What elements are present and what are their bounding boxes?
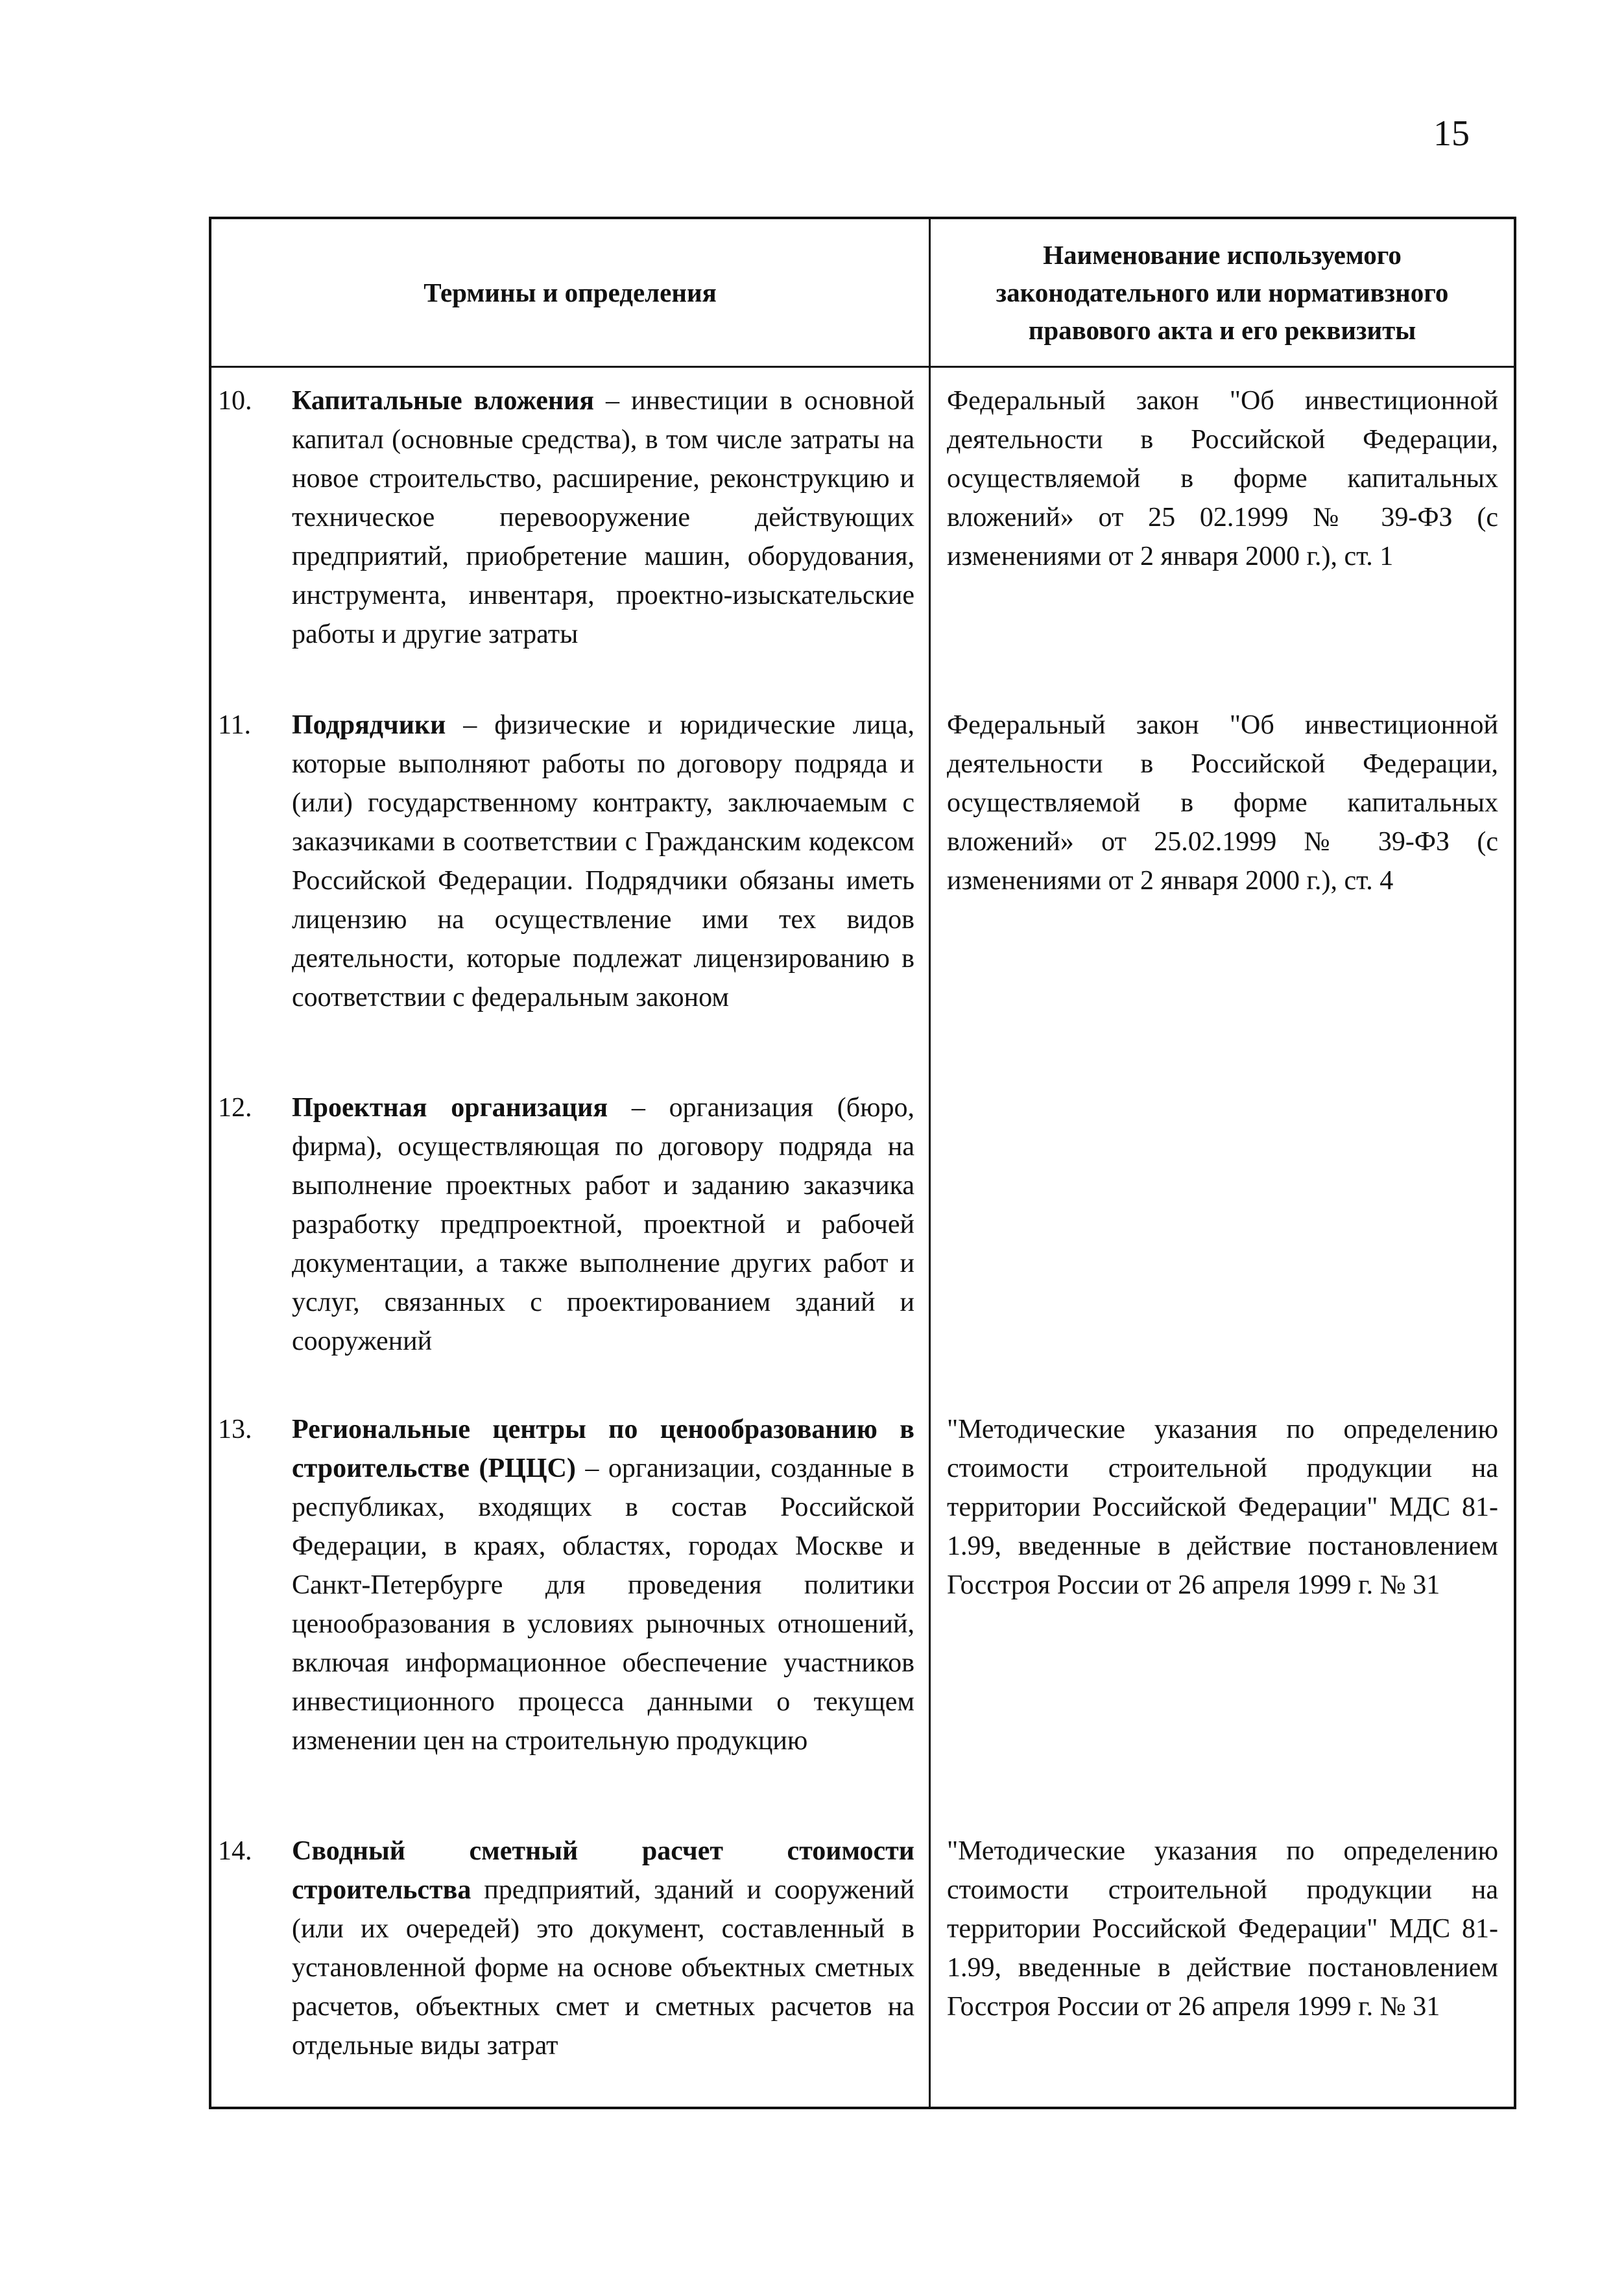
legal-act-reference: Федеральный закон "Об инвестиционной деятельности в Российской Федерации, осуществляемой в форме капитальных вложений» от 25.02.1999 № 39-ФЗ (с изменениями от 2 января 2000 г.), ст. 4 [947, 710, 1498, 896]
term-name: Региональные центры по ценообразованию в строительстве (РЦЦС) [292, 1415, 914, 1483]
row-number: 13. [218, 1415, 252, 1444]
term-definition [292, 1832, 914, 2065]
legal-act-reference: "Методические указания по определению стоимости строительной продукции на территории Российской Федерации" МДС 81-1.99, введенные в действие постановлением Госстроя России от 26 апреля 1999 г. № 31 [947, 1415, 1498, 1600]
row-number: 10. [218, 386, 252, 416]
term-definition [292, 381, 914, 654]
table-header-row [211, 219, 1514, 368]
term-name: Подрядчики [292, 710, 446, 740]
term-definition [292, 1088, 914, 1361]
definition-text: – организация (бюро, фирма), осуществляющая по договору подряда на выполнение проектных работ и заданию заказчика разработку предпроектной, проектной и рабочей документации, а также выполнение других работ и услуг, связанных с проектированием зданий и сооружений [292, 1093, 914, 1356]
header-act: Наименование используемого законодательного или нормативзного правового акта и его реквизиты [996, 240, 1449, 345]
column-divider [929, 219, 931, 2107]
definition-text: – инвестиции в основной капитал (основные средства), в том числе затраты на новое строительство, расширение, реконструкцию и техническое перевооружение действующих предприятий, приобретение машин, оборудования, инструмента, инвентаря, проектно-изыскательские работы и другие затраты [292, 386, 914, 649]
legal-act-reference: Федеральный закон "Об инвестиционной деятельности в Российской Федерации, осуществляемой в форме капитальных вложений» от 25 02.1999 № 39-ФЗ (с изменениями от 2 января 2000 г.), ст. 1 [947, 386, 1498, 571]
term-definition [292, 1410, 914, 1760]
page-number: 15 [1433, 114, 1470, 154]
definition-text: – организации, созданные в республиках, входящих в состав Российской Федерации, в краях, областях, городах Москве и Санкт-Петербурге для проведения политики ценообразования в условиях рыночных отношений, включая информационное обеспечение участников инвестиционного процесса данными о текущем изменении цен на строительную продукцию [292, 1454, 914, 1756]
row-number: 12. [218, 1093, 252, 1123]
header-terms: Термины и определения [424, 278, 717, 307]
term-definition [292, 706, 914, 1017]
terms-table [209, 217, 1516, 2109]
legal-act-reference: "Методические указания по определению стоимости строительной продукции на территории Российской Федерации" МДС 81-1.99, введенные в действие постановлением Госстроя России от 26 апреля 1999 г. № 31 [947, 1836, 1498, 2022]
row-number: 14. [218, 1836, 252, 1866]
term-name: Проектная организация [292, 1093, 608, 1123]
definition-text: предприятий, зданий и сооружений (или их очередей) это документ, составленный в установленной форме на основе объектных сметных расчетов, объектных смет и сметных расчетов на отдельные виды затрат [292, 1875, 914, 2061]
definition-text: – физические и юридические лица, которые выполняют работы по договору подряда и (или) государственному контракту, заключаемым с заказчиками в соответствии с Гражданским кодексом Российской Федерации. Подрядчики обязаны иметь лицензию на осуществление ими тех видов деятельности, которые подлежат лицензированию в соответствии с федеральным законом [292, 710, 914, 1012]
term-name: Капитальные вложения [292, 386, 594, 416]
term-name: Сводный сметный расчет стоимости строительства [292, 1836, 914, 1905]
row-number: 11. [218, 710, 251, 740]
